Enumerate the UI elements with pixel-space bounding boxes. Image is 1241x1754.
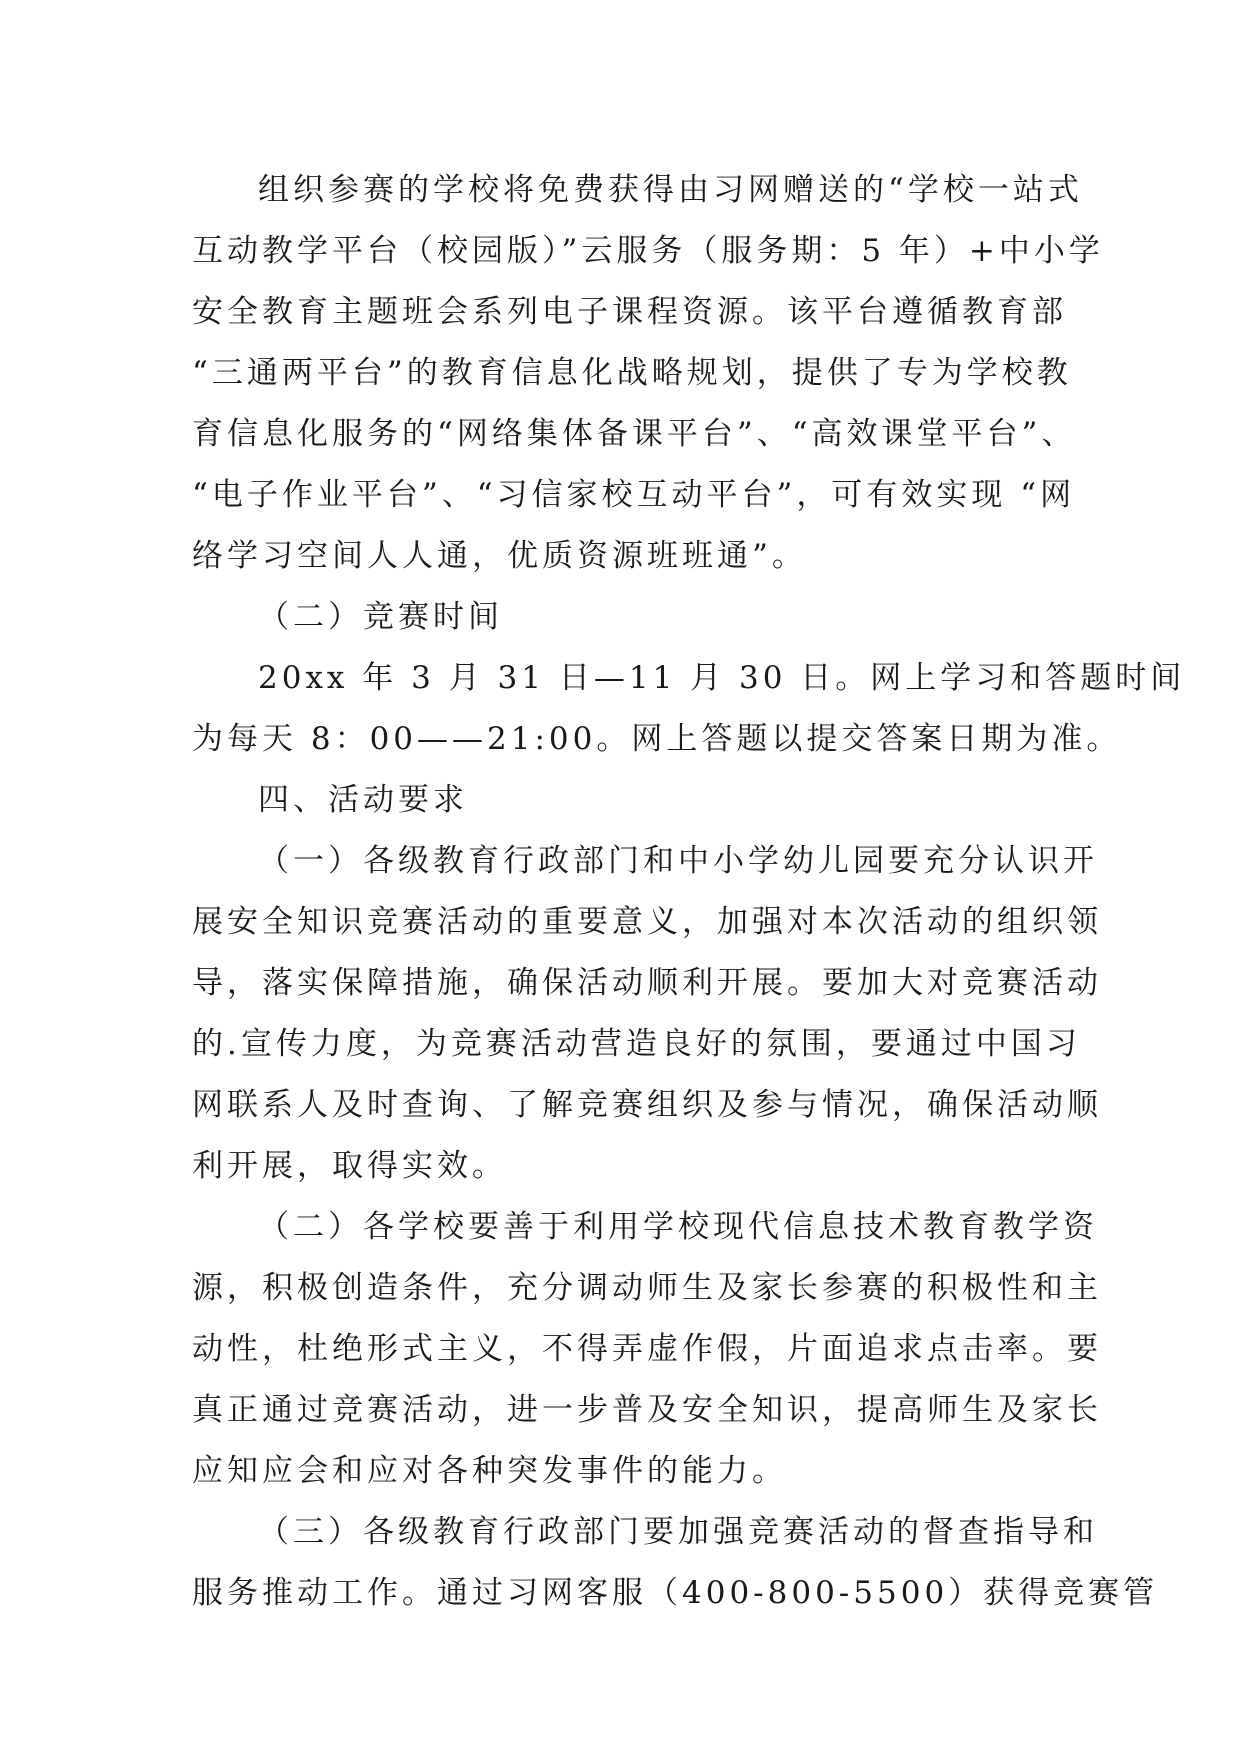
- text-line: （二）各学校要善于利用学校现代信息技术教育教学资: [258, 1209, 1098, 1245]
- text-line: 导，落实保障措施，确保活动顺利开展。要加大对竞赛活动: [192, 965, 1102, 1001]
- text-line: 互动教学平台（校园版）”云服务（服务期：5 年）+中小学: [192, 233, 1104, 269]
- text-line: 络学习空间人人通，优质资源班班通”。: [192, 538, 807, 574]
- text-line: 真正通过竞赛活动，进一步普及安全知识，提高师生及家长: [192, 1392, 1102, 1428]
- text-line: 应知应会和应对各种突发事件的能力。: [192, 1453, 787, 1489]
- section-heading: 四、活动要求: [258, 782, 468, 818]
- text-line: 动性，杜绝形式主义，不得弄虚作假，片面追求点击率。要: [192, 1331, 1102, 1367]
- text-line: 网联系人及时查询、了解竞赛组织及参与情况，确保活动顺: [192, 1087, 1102, 1123]
- text-line: 20xx 年 3 月 31 日—11 月 30 日。网上学习和答题时间: [258, 660, 1186, 696]
- text-line: （三）各级教育行政部门要加强竞赛活动的督查指导和: [258, 1514, 1098, 1550]
- text-line: 展安全知识竞赛活动的重要意义，加强对本次活动的组织领: [192, 904, 1102, 940]
- section-heading: （二）竞赛时间: [258, 599, 503, 635]
- text-line: 育信息化服务的“网络集体备课平台”、“高效课堂平台”、: [192, 416, 1077, 452]
- text-line: 服务推动工作。通过习网客服（400-800-5500）获得竞赛管: [192, 1575, 1159, 1611]
- text-line: （一）各级教育行政部门和中小学幼儿园要充分认识开: [258, 843, 1098, 879]
- text-line: “电子作业平台”、“习信家校互动平台”，可有效实现 “网: [192, 477, 1076, 513]
- text-line: 的.宣传力度，为竞赛活动营造良好的氛围，要通过中国习: [192, 1026, 1081, 1062]
- text-line: 组织参赛的学校将免费获得由习网赠送的“学校一站式: [258, 172, 1083, 208]
- document-body: [192, 160, 1186, 1624]
- text-line: 利开展，取得实效。: [192, 1148, 507, 1184]
- text-line: 安全教育主题班会系列电子课程资源。该平台遵循教育部: [192, 294, 1067, 330]
- text-line: 源，积极创造条件，充分调动师生及家长参赛的积极性和主: [192, 1270, 1102, 1306]
- text-line: “三通两平台”的教育信息化战略规划，提供了专为学校教: [192, 355, 1072, 391]
- text-line: 为每天 8：00——21:00。网上答题以提交答案日期为准。: [192, 721, 1122, 757]
